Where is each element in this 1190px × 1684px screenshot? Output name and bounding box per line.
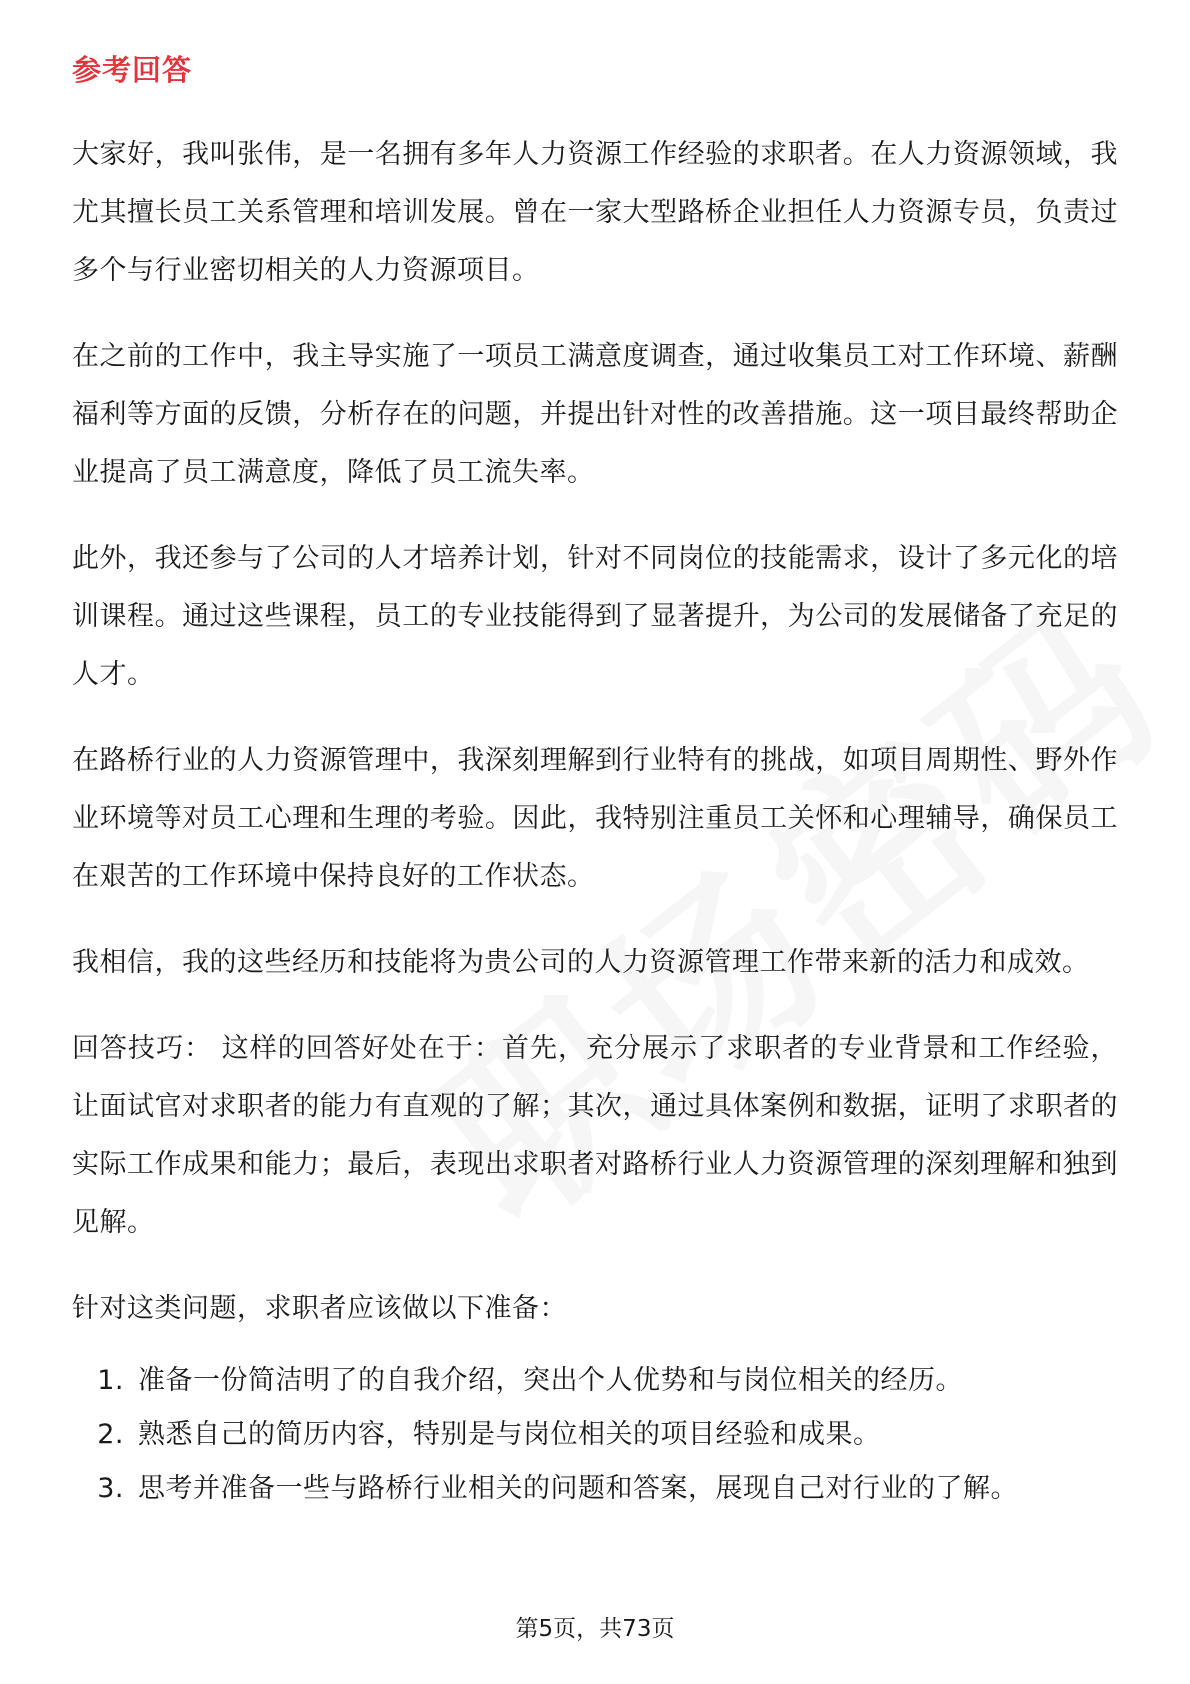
page-footer: 第5页，共73页	[515, 1616, 675, 1642]
paragraph-survey: 在之前的工作中，我主导实施了一项员工满意度调查，通过收集员工对工作环境、薪酬福利等方面的反馈，分析存在的问题，并提出针对性的改善措施。这一项目最终帮助企业提高了员工满意度，降低了员工流失率。	[72, 341, 1118, 488]
list-number: 2.	[97, 1419, 124, 1450]
section-heading: 参考回答	[72, 53, 193, 87]
prep-list	[72, 1356, 1118, 1514]
paragraph-industry: 在路桥行业的人力资源管理中，我深刻理解到行业特有的挑战，如项目周期性、野外作业环境等对员工心理和生理的考验。因此，我特别注重员工关怀和心理辅导，确保员工在艰苦的工作环境中保持良好的工作状态。	[72, 745, 1118, 892]
list-item	[72, 1410, 1118, 1460]
paragraph-closing: 我相信，我的这些经历和技能将为贵公司的人力资源管理工作带来新的活力和成效。	[72, 947, 1090, 978]
list-item	[72, 1356, 1118, 1406]
list-item	[72, 1464, 1118, 1514]
list-text: 思考并准备一些与路桥行业相关的问题和答案，展现自己对行业的了解。	[138, 1473, 1018, 1504]
paragraph-prep-intro: 针对这类问题，求职者应该做以下准备：	[72, 1293, 567, 1324]
paragraph-training: 此外，我还参与了公司的人才培养计划，针对不同岗位的技能需求，设计了多元化的培训课程。通过这些课程，员工的专业技能得到了显著提升，为公司的发展储备了充足的人才。	[72, 543, 1118, 690]
list-number: 3.	[97, 1473, 124, 1504]
paragraph-tips: 回答技巧： 这样的回答好处在于：首先，充分展示了求职者的专业背景和工作经验，让面试官对求职者的能力有直观的了解；其次，通过具体案例和数据，证明了求职者的实际工作成果和能力；最后，表现出求职者对路桥行业人力资源管理的深刻理解和独到见解。	[72, 1033, 1118, 1238]
paragraph-intro: 大家好，我叫张伟，是一名拥有多年人力资源工作经验的求职者。在人力资源领域，我尤其擅长员工关系管理和培训发展。曾在一家大型路桥企业担任人力资源专员，负责过多个与行业密切相关的人力资源项目。	[72, 139, 1118, 286]
list-text: 熟悉自己的简历内容，特别是与岗位相关的项目经验和成果。	[138, 1419, 881, 1450]
list-number: 1.	[97, 1365, 124, 1396]
list-text: 准备一份简洁明了的自我介绍，突出个人优势和与岗位相关的经历。	[138, 1365, 963, 1396]
document-page	[72, 50, 1118, 1518]
